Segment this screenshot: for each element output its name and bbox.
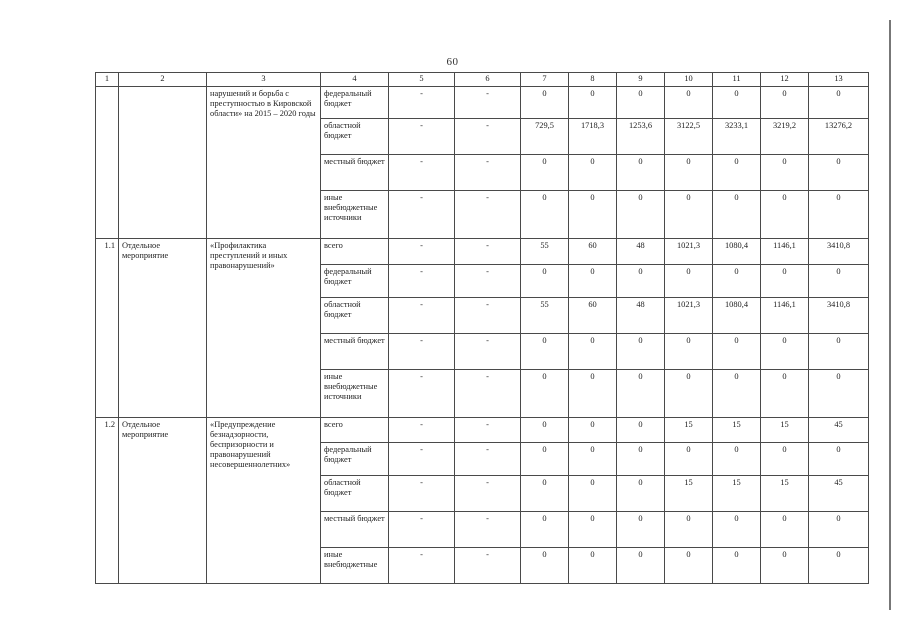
table-cell: - — [455, 298, 521, 334]
table-cell: - — [389, 119, 455, 155]
table-cell: 0 — [761, 155, 809, 191]
table-cell: 48 — [617, 239, 665, 265]
table-cell: 0 — [665, 155, 713, 191]
table-cell: - — [455, 265, 521, 298]
table-cell: - — [389, 443, 455, 476]
measure-name: «Профилактика преступлений и иных правонарушений» — [207, 239, 321, 418]
index-cell — [96, 87, 119, 239]
table-cell: 0 — [521, 265, 569, 298]
table-cell: 0 — [617, 512, 665, 548]
table-cell: - — [455, 87, 521, 119]
table-cell: - — [389, 265, 455, 298]
table-cell: 729,5 — [521, 119, 569, 155]
table-cell: - — [389, 418, 455, 443]
column-header: 6 — [455, 73, 521, 87]
table-row — [96, 418, 869, 443]
table-cell: - — [455, 155, 521, 191]
table-cell: 0 — [713, 191, 761, 239]
margin-rule — [889, 20, 891, 610]
table-cell: 0 — [809, 443, 869, 476]
table-cell: 0 — [569, 476, 617, 512]
table-cell: 0 — [569, 548, 617, 584]
funding-source: федеральный бюджет — [321, 443, 389, 476]
table-cell: 0 — [665, 87, 713, 119]
table-cell: 0 — [521, 476, 569, 512]
table-cell: - — [389, 239, 455, 265]
table-cell: 45 — [809, 476, 869, 512]
table-cell: 0 — [569, 334, 617, 370]
table-cell: 0 — [569, 155, 617, 191]
table-cell: - — [389, 370, 455, 418]
table-cell: 15 — [713, 476, 761, 512]
column-header: 9 — [617, 73, 665, 87]
table-cell: 0 — [713, 265, 761, 298]
funding-source: всего — [321, 239, 389, 265]
table-cell: 0 — [521, 87, 569, 119]
table-body — [96, 87, 869, 584]
table-cell: 0 — [521, 334, 569, 370]
page-number: 60 — [446, 56, 459, 68]
table-cell: - — [389, 476, 455, 512]
column-header: 5 — [389, 73, 455, 87]
table-cell: 60 — [569, 239, 617, 265]
table-cell: 0 — [569, 512, 617, 548]
table-cell: 1253,6 — [617, 119, 665, 155]
table-cell: 0 — [761, 334, 809, 370]
table-cell: 0 — [761, 548, 809, 584]
table-cell: 0 — [809, 370, 869, 418]
funding-source: иные внебюджетные — [321, 548, 389, 584]
table-cell: 0 — [713, 443, 761, 476]
table-cell: 0 — [617, 548, 665, 584]
table-cell: 0 — [761, 443, 809, 476]
table-cell: 0 — [809, 548, 869, 584]
table-cell: 0 — [617, 443, 665, 476]
table-cell: 3410,8 — [809, 298, 869, 334]
table-cell: 0 — [569, 87, 617, 119]
table-cell: 0 — [809, 155, 869, 191]
table-cell: - — [389, 548, 455, 584]
table-cell: 55 — [521, 298, 569, 334]
column-header: 8 — [569, 73, 617, 87]
table-cell: 15 — [761, 476, 809, 512]
funding-source: федеральный бюджет — [321, 87, 389, 119]
table-cell: 0 — [761, 370, 809, 418]
table-cell: 13276,2 — [809, 119, 869, 155]
table-cell: - — [455, 334, 521, 370]
table-cell: - — [455, 548, 521, 584]
column-header: 2 — [119, 73, 207, 87]
column-header: 12 — [761, 73, 809, 87]
table-cell: 15 — [665, 476, 713, 512]
table-cell: 0 — [713, 334, 761, 370]
table-cell: 60 — [569, 298, 617, 334]
table-cell: 0 — [713, 512, 761, 548]
table-cell: 1021,3 — [665, 298, 713, 334]
table-cell: 15 — [761, 418, 809, 443]
table-cell: 0 — [809, 334, 869, 370]
table-cell: 0 — [761, 87, 809, 119]
table-cell: 0 — [665, 191, 713, 239]
table-cell: - — [455, 443, 521, 476]
table-cell: 0 — [617, 418, 665, 443]
table-cell: - — [455, 191, 521, 239]
measure-type: Отдельное мероприятие — [119, 239, 207, 418]
table-cell: 0 — [617, 265, 665, 298]
table-cell: 0 — [713, 87, 761, 119]
table-cell: 0 — [617, 476, 665, 512]
funding-source: федеральный бюджет — [321, 265, 389, 298]
measure-name: «Предупреждение безнадзорности, беспризорности и правонарушений несовершеннолетних» — [207, 418, 321, 584]
table-cell: 15 — [713, 418, 761, 443]
table-cell: - — [389, 298, 455, 334]
column-header: 11 — [713, 73, 761, 87]
table-cell: 0 — [665, 265, 713, 298]
funding-source: местный бюджет — [321, 155, 389, 191]
funding-source: областной бюджет — [321, 476, 389, 512]
column-header: 7 — [521, 73, 569, 87]
table-cell: 0 — [569, 418, 617, 443]
table-cell: 0 — [665, 334, 713, 370]
table-cell: 0 — [665, 443, 713, 476]
table-cell: 0 — [809, 265, 869, 298]
funding-source: иные внебюджетные источники — [321, 191, 389, 239]
table-cell: 0 — [521, 548, 569, 584]
table-cell: 0 — [569, 265, 617, 298]
table-cell: 0 — [809, 512, 869, 548]
funding-source: иные внебюджетные источники — [321, 370, 389, 418]
table-cell: 0 — [569, 191, 617, 239]
table-cell: 0 — [713, 370, 761, 418]
funding-source: областной бюджет — [321, 119, 389, 155]
program-name: нарушений и борьба с преступностью в Кировской области» на 2015 – 2020 годы — [207, 87, 321, 239]
row-index: 1.2 — [96, 418, 119, 584]
table-cell: 55 — [521, 239, 569, 265]
column-header: 1 — [96, 73, 119, 87]
table-cell: 45 — [809, 418, 869, 443]
table-row — [96, 87, 869, 119]
column-header: 10 — [665, 73, 713, 87]
table-cell: 0 — [521, 191, 569, 239]
table-cell: - — [389, 155, 455, 191]
table-cell: 0 — [617, 155, 665, 191]
funding-source: местный бюджет — [321, 512, 389, 548]
table-cell: 0 — [761, 512, 809, 548]
funding-source: местный бюджет — [321, 334, 389, 370]
table-cell: 0 — [569, 443, 617, 476]
table-cell: 0 — [665, 370, 713, 418]
table-cell: 3122,5 — [665, 119, 713, 155]
table-cell: 0 — [569, 370, 617, 418]
table-cell: 1146,1 — [761, 239, 809, 265]
table-cell: - — [455, 512, 521, 548]
budget-table — [95, 72, 869, 584]
column-header: 4 — [321, 73, 389, 87]
column-header: 3 — [207, 73, 321, 87]
type-cell — [119, 87, 207, 239]
table-cell: - — [455, 370, 521, 418]
table-cell: 0 — [809, 191, 869, 239]
table-cell: 1718,3 — [569, 119, 617, 155]
table-cell: 1021,3 — [665, 239, 713, 265]
table-cell: 15 — [665, 418, 713, 443]
table-cell: 0 — [521, 155, 569, 191]
table-cell: 48 — [617, 298, 665, 334]
table-cell: 0 — [665, 548, 713, 584]
row-index: 1.1 — [96, 239, 119, 418]
table-cell: 0 — [617, 334, 665, 370]
table-cell: - — [389, 334, 455, 370]
table-cell: 0 — [713, 155, 761, 191]
table-cell: - — [389, 87, 455, 119]
funding-source: всего — [321, 418, 389, 443]
table-cell: - — [455, 239, 521, 265]
table-cell: - — [389, 191, 455, 239]
table-header — [96, 73, 869, 87]
column-header: 13 — [809, 73, 869, 87]
table-cell: - — [455, 119, 521, 155]
table-cell: 0 — [617, 191, 665, 239]
table-cell: 0 — [617, 87, 665, 119]
measure-type: Отдельное мероприятие — [119, 418, 207, 584]
table-cell: 1080,4 — [713, 298, 761, 334]
table-cell: 0 — [617, 370, 665, 418]
table-cell: 0 — [761, 191, 809, 239]
table-cell: 1146,1 — [761, 298, 809, 334]
table-row — [96, 239, 869, 265]
table-cell: 0 — [521, 418, 569, 443]
table-cell: 0 — [713, 548, 761, 584]
table-cell: 0 — [761, 265, 809, 298]
table-cell: - — [389, 512, 455, 548]
table-cell: 3410,8 — [809, 239, 869, 265]
table-cell: - — [455, 418, 521, 443]
table-cell: 1080,4 — [713, 239, 761, 265]
funding-source: областной бюджет — [321, 298, 389, 334]
table-cell: 0 — [521, 370, 569, 418]
table-cell: 3233,1 — [713, 119, 761, 155]
table-cell: 0 — [521, 443, 569, 476]
table-cell: 0 — [521, 512, 569, 548]
table-cell: 3219,2 — [761, 119, 809, 155]
table-cell: - — [455, 476, 521, 512]
table-cell: 0 — [809, 87, 869, 119]
table-cell: 0 — [665, 512, 713, 548]
